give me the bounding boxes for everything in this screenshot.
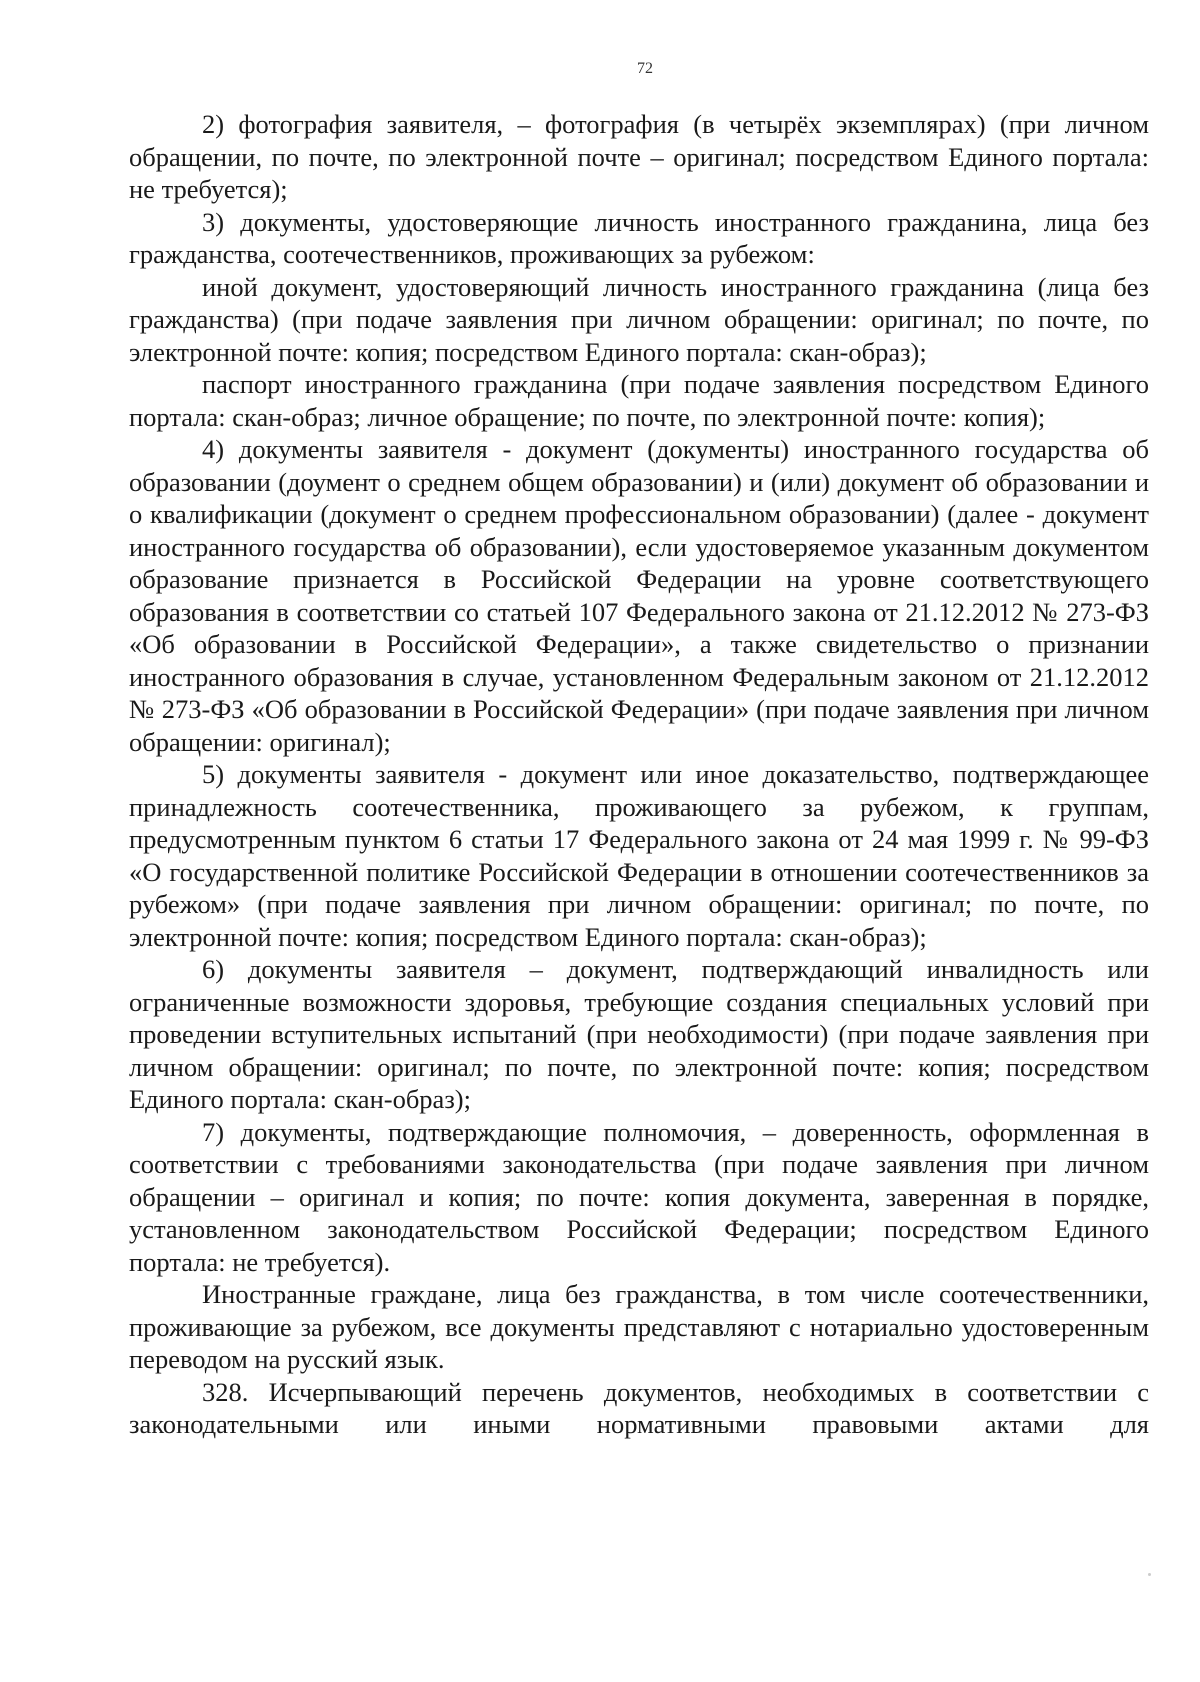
paragraph-photo: 2) фотография заявителя, – фотография (в четырёх экземплярах) (при личном обращении, по почте, по электронной почте – оригинал; посредством Единого портала: не требуется);	[129, 109, 1149, 204]
paragraph-identity-documents: 3) документы, удостоверяющие личность иностранного гражданина, лица без гражданства, соотечественников, проживающих за рубежом:	[129, 206, 1149, 269]
paragraph-compatriot-evidence: 5) документы заявителя - документ или иное доказательство, подтверждающее принадлежность соотечественника, проживающего за рубежом, к группам, предусмотренным пунктом 6 статьи 17 Федерального закона от 24 мая 1999 г. № 99-ФЗ «О государственной политике Российской Федерации в отношении соотечественников за рубежом» (при подаче заявления при личном обращении: оригинал; по почте, по электронной почте: копия; посредством Единого портала: скан-образ);	[129, 759, 1149, 952]
page-number: 72	[637, 60, 653, 77]
paragraph-328: 328. Исчерпывающий перечень документов, необходимых в соответствии с законодательными или иными нормативными правовыми актами для	[129, 1376, 1149, 1439]
paragraph-translation-requirement: Иностранные граждане, лица без гражданства, в том числе соотечественники, проживающие за рубежом, все документы представляют с нотариально удостоверенным переводом на русский язык.	[129, 1279, 1149, 1374]
paragraph-education-documents: 4) документы заявителя - документ (документы) иностранного государства об образовании (доумент о среднем общем образовании) и (или) документ об образовании и о квалификации (документ о среднем профессиональном образовании) (далее - документ иностранного государства об образовании), если удостоверяемое указанным документом образование признается в Российской Федерации на уровне соответствующего образования в соответствии со статьей 107 Федерального закона от 21.12.2012 № 273-ФЗ «Об образовании в Российской Федерации», а также свидетельство о признании иностранного образования в случае, установленном Федеральным законом от 21.12.2012 № 273-ФЗ «Об образовании в Российской Федерации» (при подаче заявления при личном обращении: оригинал);	[129, 434, 1149, 757]
scan-artifact	[1148, 1573, 1151, 1576]
paragraph-foreign-passport: паспорт иностранного гражданина (при подаче заявления посредством Единого портала: скан-образ; личное обращение; по почте, по электронной почте: копия);	[129, 369, 1149, 432]
paragraph-other-identity-document: иной документ, удостоверяющий личность иностранного гражданина (лица без гражданства) (при подаче заявления при личном обращении: оригинал; по почте, по электронной почте: копия; посредством Единого портала: скан-образ);	[129, 271, 1149, 367]
paragraph-authority-documents: 7) документы, подтверждающие полномочия, – доверенность, оформленная в соответствии с требованиями законодательства (при подаче заявления при личном обращении – оригинал и копия; по почте: копия документа, заверенная в порядке, установленном законодательством Российской Федерации; посредством Единого портала: не требуется).	[129, 1116, 1149, 1277]
paragraph-disability-documents: 6) документы заявителя – документ, подтверждающий инвалидность или ограниченные возможности здоровья, требующие создания специальных условий при проведении вступительных испытаний (при необходимости) (при подаче заявления при личном обращении: оригинал; по почте, по электронной почте: копия; посредством Единого портала: скан-образ);	[129, 954, 1149, 1114]
document-body	[129, 108, 1149, 1441]
